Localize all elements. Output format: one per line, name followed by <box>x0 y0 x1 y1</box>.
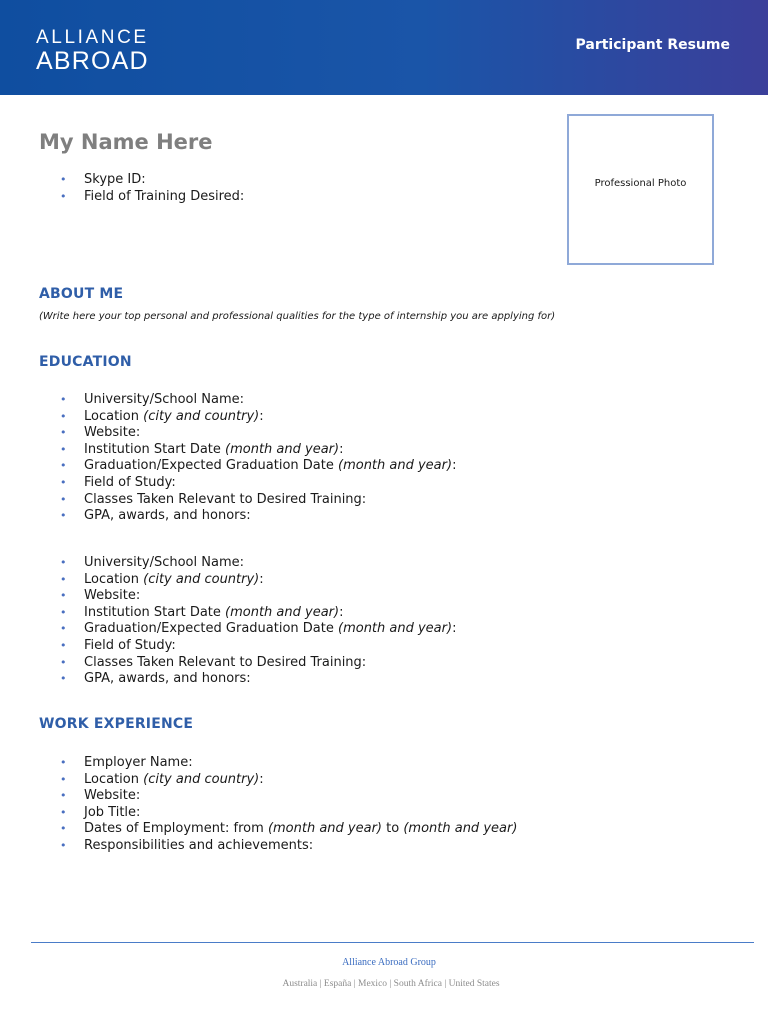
gpa-awards-field: • GPA, awards, and honors: <box>60 508 456 525</box>
work-website-field: • Website: <box>60 788 517 805</box>
location-field: • Location (city and country): <box>60 572 456 589</box>
skype-id-field: • Skype ID: <box>60 172 244 189</box>
field-of-study-field: • Field of Study: <box>60 638 456 655</box>
professional-photo-placeholder <box>567 114 714 265</box>
work-experience-block <box>60 755 517 855</box>
education-heading: EDUCATION <box>39 354 132 370</box>
university-name-field: • University/School Name: <box>60 555 456 572</box>
header-banner <box>0 0 768 95</box>
footer-company: Alliance Abroad Group <box>342 957 436 968</box>
footer-divider <box>31 942 754 943</box>
job-title-field: • Job Title: <box>60 805 517 822</box>
graduation-date-field: • Graduation/Expected Graduation Date (month and year): <box>60 621 456 638</box>
location-field: • Location (city and country): <box>60 409 456 426</box>
university-name-field: • University/School Name: <box>60 392 456 409</box>
logo-line1: ALLIANCE <box>36 27 149 48</box>
photo-label: Professional Photo <box>594 178 687 189</box>
education-block-2 <box>60 555 456 688</box>
participant-name: My Name Here <box>39 130 213 154</box>
education-block-1 <box>60 392 456 525</box>
employment-dates-field: • Dates of Employment: from (month and year) to (month and year) <box>60 821 517 838</box>
gpa-awards-field: • GPA, awards, and honors: <box>60 671 456 688</box>
relevant-classes-field: • Classes Taken Relevant to Desired Training: <box>60 655 456 672</box>
work-location-field: • Location (city and country): <box>60 772 517 789</box>
contact-list <box>60 172 244 205</box>
start-date-field: • Institution Start Date (month and year): <box>60 442 456 459</box>
alliance-abroad-logo <box>36 28 149 74</box>
logo-line2: ABROAD <box>36 47 149 75</box>
footer-countries: Australia | España | Mexico | South Africa | United States <box>282 979 500 989</box>
work-experience-heading: WORK EXPERIENCE <box>39 716 194 732</box>
responsibilities-field: • Responsibilities and achievements: <box>60 838 517 855</box>
document-title: Participant Resume <box>575 37 730 53</box>
about-me-instructions: (Write here your top personal and professional qualities for the type of internship you are applying for) <box>39 311 556 322</box>
website-field: • Website: <box>60 425 456 442</box>
field-of-training-field: • Field of Training Desired: <box>60 189 244 206</box>
employer-name-field: • Employer Name: <box>60 755 517 772</box>
website-field: • Website: <box>60 588 456 605</box>
about-me-heading: ABOUT ME <box>39 286 124 302</box>
start-date-field: • Institution Start Date (month and year): <box>60 605 456 622</box>
field-of-study-field: • Field of Study: <box>60 475 456 492</box>
relevant-classes-field: • Classes Taken Relevant to Desired Training: <box>60 492 456 509</box>
graduation-date-field: • Graduation/Expected Graduation Date (month and year): <box>60 458 456 475</box>
